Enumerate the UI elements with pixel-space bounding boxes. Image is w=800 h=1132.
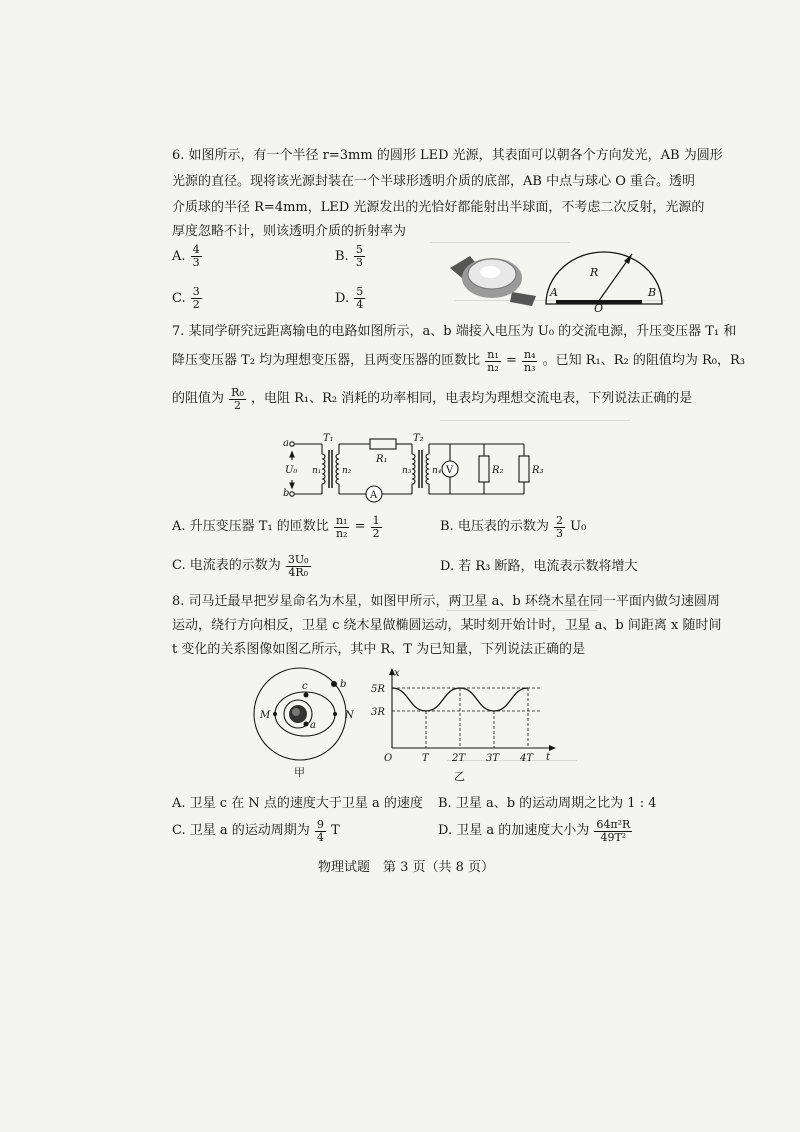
- graph-y-axis-label: x: [394, 668, 400, 679]
- q8-stem-line-2: 运动，绕行方向相反，卫星 c 绕木星做椭圆运动，某时刻开始计时，卫星 a、b 间距离 x 随时间: [172, 618, 722, 633]
- q6-stem-line-3: 介质球的半径 R=4mm，LED 光源发出的光恰好都能射出半球面，不考虑二次反射，光源的: [172, 200, 705, 215]
- figure-yi-caption: 乙: [454, 770, 465, 783]
- r2-label: R₂: [492, 465, 504, 476]
- terminal-b-label: b: [283, 488, 290, 499]
- led-photo-illustration: [440, 248, 550, 310]
- figure-jia-caption: 甲: [294, 766, 305, 779]
- q6-option-b[interactable]: B. $\frac{5}{3}$: [335, 243, 363, 269]
- terminal-a-label: a: [283, 438, 289, 449]
- q8-stem-line-3: t 变化的关系图像如图乙所示，其中 R、T 为已知量，下列说法正确的是: [172, 642, 586, 657]
- q6-option-a[interactable]: A. $\frac{4}{3}$: [172, 243, 200, 269]
- q6-stem-line-2: 光源的直径。现将该光源封装在一个半球形透明介质的底部，AB 中点与球心 O 重合。透明: [172, 174, 695, 189]
- page-footer: 物理试题 第 3 页（共 8 页）: [318, 860, 495, 875]
- label-r: R: [590, 266, 599, 279]
- graph-y-tick-3r: 3R: [371, 707, 385, 718]
- q7-stem-line-2: 降压变压器 T₂ 均为理想变压器，且两变压器的匝数比 $\frac{\text{n₁}}{\text{n₂}}$ = $\frac{\text{n₄}}{\text{n₃}}$ 。已知 R₁、R₂ 的阻值均为 R₀，R₃: [172, 347, 746, 374]
- graph-x-tick-3t: 3T: [486, 753, 500, 764]
- n4-label: n₄: [432, 466, 442, 476]
- ammeter-label: A: [370, 490, 378, 501]
- satellite-b-label: b: [340, 679, 347, 690]
- q6-option-c[interactable]: C. $\frac{3}{2}$: [172, 285, 200, 311]
- graph-x-axis-label: t: [546, 752, 551, 763]
- t1-label: T₁: [323, 433, 334, 444]
- transmission-circuit-diagram: [282, 432, 544, 506]
- q8-stem-line-1: 8. 司马迁最早把岁星命名为木星，如图甲所示，两卫星 a、b 环绕木星在同一平面内做匀速圆周: [172, 594, 720, 609]
- point-m-label: M: [260, 710, 271, 721]
- t2-label: T₂: [413, 433, 424, 444]
- q7-stem-line-3: 的阻值为 $\frac{\text{R₀}}{2}$ ，电阻 R₁、R₂ 消耗的功率相同，电表均为理想交流电表，下列说法正确的是: [172, 385, 693, 412]
- satellite-c-label: c: [302, 681, 308, 692]
- q7-option-b[interactable]: B. 电压表的示数为 $\frac{2}{3}$ U₀: [440, 513, 587, 540]
- graph-x-tick-4t: 4T: [520, 753, 534, 764]
- q7-option-a[interactable]: A. 升压变压器 T₁ 的匝数比 $\frac{\text{n₁}}{\text{n₂}}$ = $\frac{1}{2}$: [172, 513, 380, 540]
- q8-option-d[interactable]: D. 卫星 a 的加速度大小为 $\frac{\text{64π²R}}{\text{49T²}}$: [438, 817, 631, 844]
- graph-x-tick-2t: 2T: [452, 753, 466, 764]
- hemisphere-diagram: [538, 246, 670, 312]
- q8-option-a[interactable]: A. 卫星 c 在 N 点的速度大于卫星 a 的速度: [172, 796, 423, 811]
- r3-label: R₃: [532, 465, 544, 476]
- q7-option-c[interactable]: C. 电流表的示数为 $\frac{\text{3U₀}}{\text{4R₀}}$: [172, 552, 309, 579]
- n1-label: n₁: [312, 466, 322, 476]
- r1-label: R₁: [376, 454, 388, 465]
- graph-x-tick-t: T: [422, 753, 429, 764]
- n3-label: n₃: [402, 466, 412, 476]
- graph-origin-label: O: [384, 753, 393, 764]
- orbit-diagram-jia: [250, 662, 360, 782]
- q8-option-c[interactable]: C. 卫星 a 的运动周期为 $\frac{9}{4}$ T: [172, 817, 340, 844]
- q7-option-d[interactable]: D. 若 R₃ 断路，电流表示数将增大: [440, 559, 638, 574]
- q6-option-d[interactable]: D. $\frac{5}{4}$: [335, 285, 364, 311]
- q7-stem-line-1: 7. 某同学研究远距离输电的电路如图所示，a、b 端接入电压为 U₀ 的交流电源，升压变压器 T₁ 和: [172, 324, 737, 339]
- point-n-label: N: [345, 710, 354, 721]
- label-a: A: [550, 286, 558, 299]
- label-o: O: [594, 302, 604, 312]
- n2-label: n₂: [342, 466, 352, 476]
- graph-y-tick-5r: 5R: [371, 684, 385, 695]
- q6-stem-line-4: 厚度忽略不计，则该透明介质的折射率为: [172, 224, 407, 239]
- q6-stem-line-1: 6. 如图所示，有一个半径 r=3mm 的圆形 LED 光源，其表面可以朝各个方向发光，AB 为圆形: [172, 148, 723, 163]
- voltmeter-label: V: [446, 465, 454, 476]
- u0-label: U₀: [285, 465, 298, 476]
- label-b: B: [648, 286, 657, 299]
- distance-time-graph-yi: [370, 666, 560, 784]
- q8-option-b[interactable]: B. 卫星 a、b 的运动周期之比为 1 : 4: [438, 796, 657, 811]
- satellite-a-label: a: [310, 720, 316, 731]
